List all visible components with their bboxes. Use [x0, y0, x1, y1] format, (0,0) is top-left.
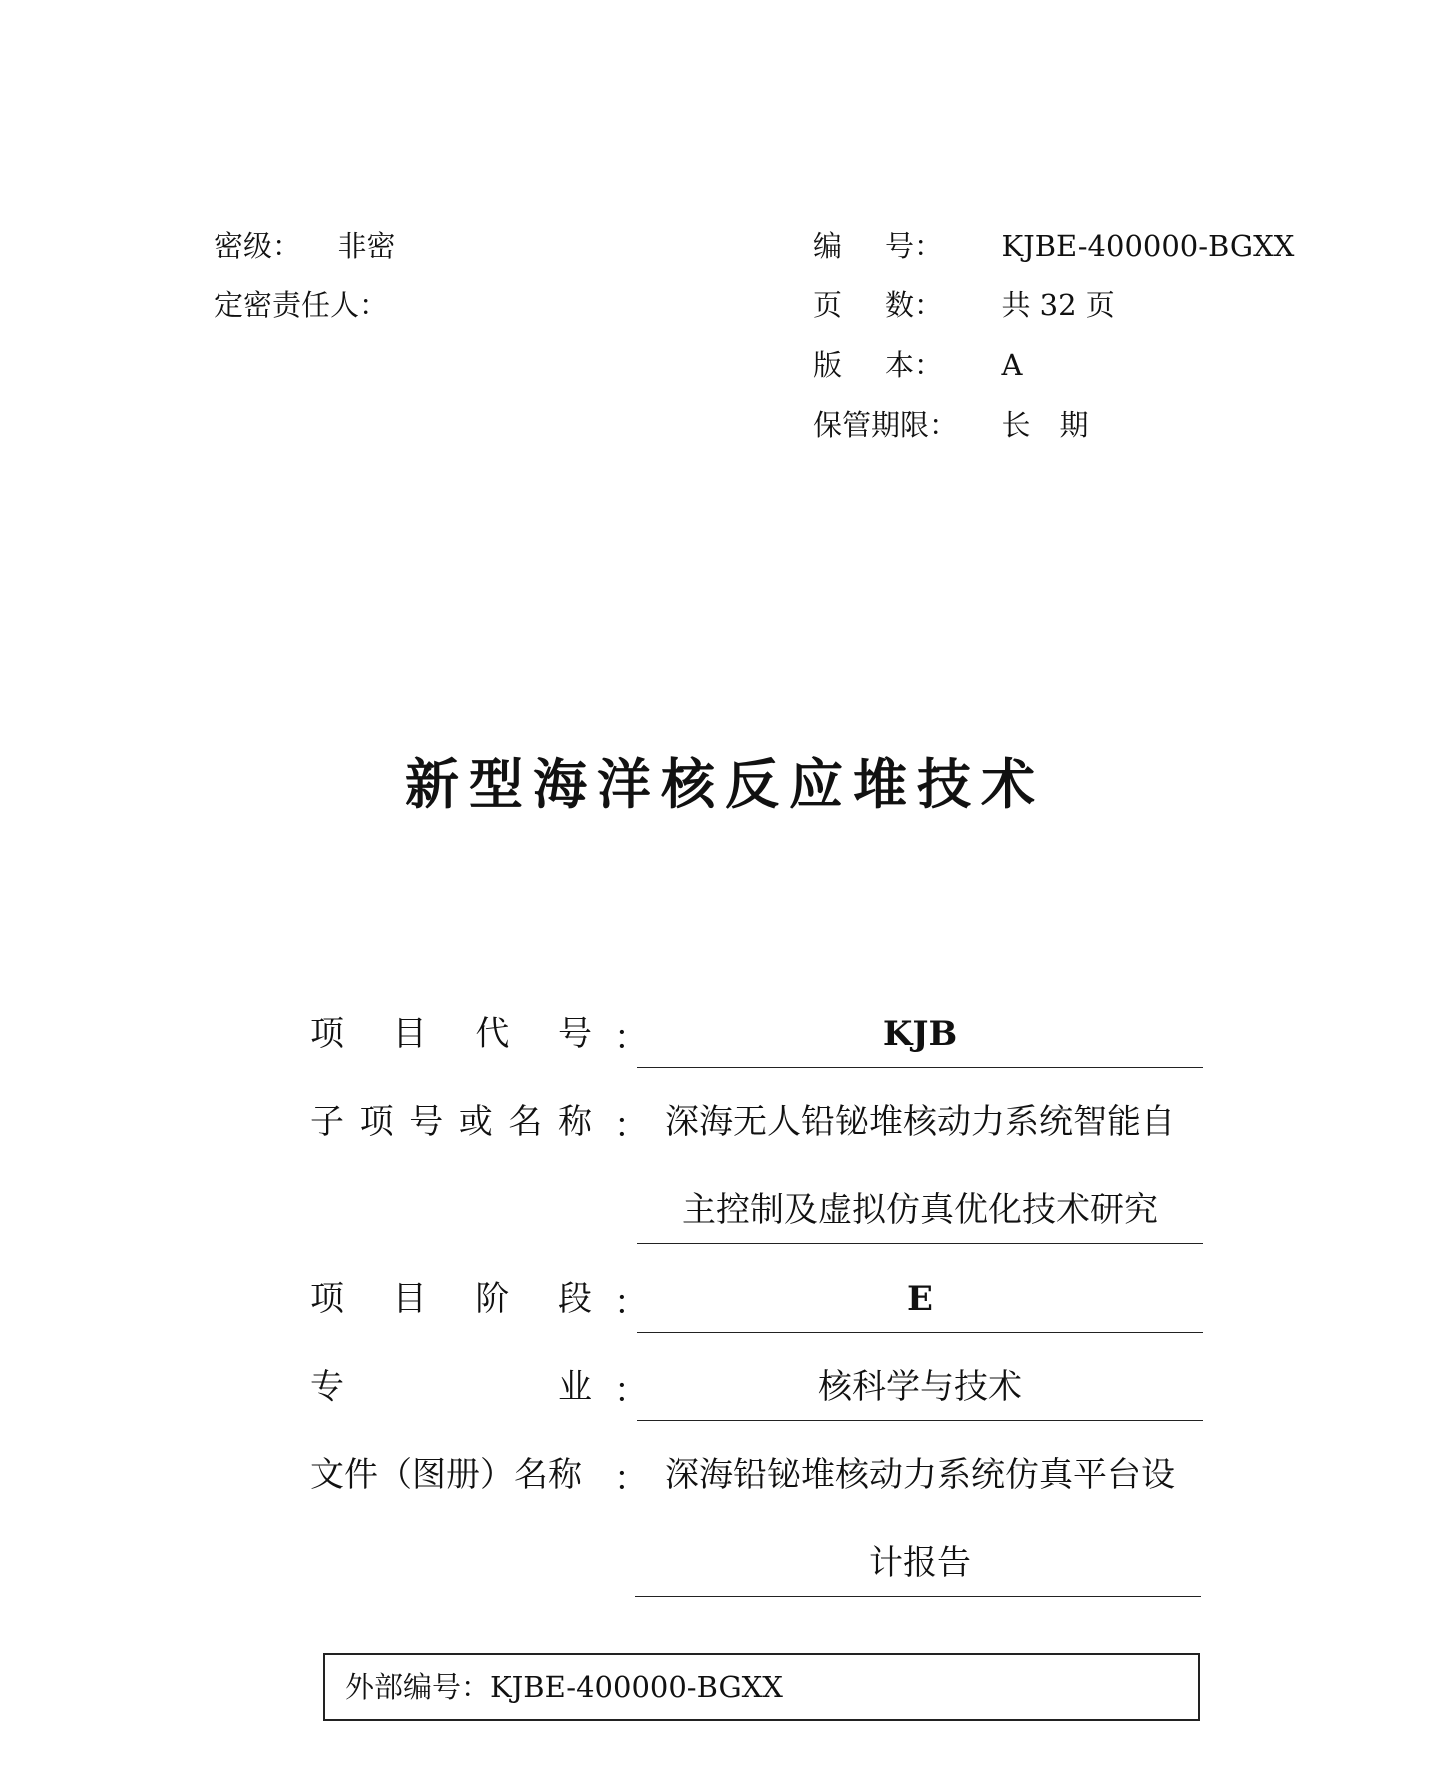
external-number-box: [323, 1653, 1200, 1721]
project-stage-underline: [637, 1332, 1203, 1333]
document-name-underline: [635, 1596, 1201, 1597]
page-count-label-1: 页: [813, 288, 843, 322]
retention-period-value: 长 期: [1001, 408, 1089, 442]
page-count-value: 共 32 页: [1001, 288, 1115, 322]
version: [813, 347, 1022, 383]
sub-project-colon: ：: [614, 1106, 648, 1146]
specialty-value: 核科学与技术: [818, 1367, 1022, 1407]
document-name-value-line2: 计报告: [869, 1543, 971, 1583]
document-name-colon: ：: [614, 1459, 648, 1499]
version-value: A: [1001, 348, 1023, 382]
document-number-label-2: 号：: [884, 229, 943, 263]
document-title: 新型海洋核反应堆技术: [405, 753, 1045, 816]
specialty-colon: ：: [614, 1371, 648, 1411]
responsible-person: [214, 287, 388, 323]
secret-level-label: 密级：: [214, 229, 302, 263]
page-count-label-2: 数：: [884, 288, 943, 322]
secret-level-value: 非密: [337, 229, 396, 263]
document-name-label: 文件（图册）名称: [310, 1455, 582, 1495]
specialty-underline: [637, 1420, 1203, 1421]
version-label-2: 本：: [884, 348, 943, 382]
specialty-label: 专 业: [310, 1367, 592, 1407]
document-name-value-line1: 深海铅铋堆核动力系统仿真平台设: [665, 1455, 1175, 1495]
secret-level: [214, 228, 395, 264]
sub-project-value-line1: 深海无人铅铋堆核动力系统智能自: [665, 1102, 1175, 1142]
responsible-person-label: 定密责任人：: [214, 288, 389, 322]
project-code-value: KJB: [882, 1014, 958, 1054]
sub-project-label: 子 项 号 或 名 称: [310, 1102, 592, 1142]
document-number: [813, 228, 1294, 264]
external-number: 外部编号：KJBE-400000-BGXX: [345, 1670, 783, 1704]
page-count: [813, 287, 1115, 323]
project-code-label: 项 目 代 号: [310, 1014, 592, 1054]
retention-period-label: 保管期限：: [813, 408, 959, 442]
project-code-underline: [637, 1067, 1203, 1068]
sub-project-value-line2: 主控制及虚拟仿真优化技术研究: [682, 1190, 1158, 1230]
document-number-value: KJBE-400000-BGXX: [1001, 229, 1295, 263]
project-stage-label: 项 目 阶 段: [310, 1279, 592, 1319]
project-code-colon: ：: [614, 1018, 648, 1058]
document-number-label-1: 编: [813, 229, 843, 263]
version-label-1: 版: [813, 348, 843, 382]
retention-period: [813, 407, 1088, 443]
project-stage-colon: ：: [614, 1283, 648, 1323]
project-stage-value: E: [907, 1279, 933, 1319]
sub-project-underline: [637, 1243, 1203, 1244]
